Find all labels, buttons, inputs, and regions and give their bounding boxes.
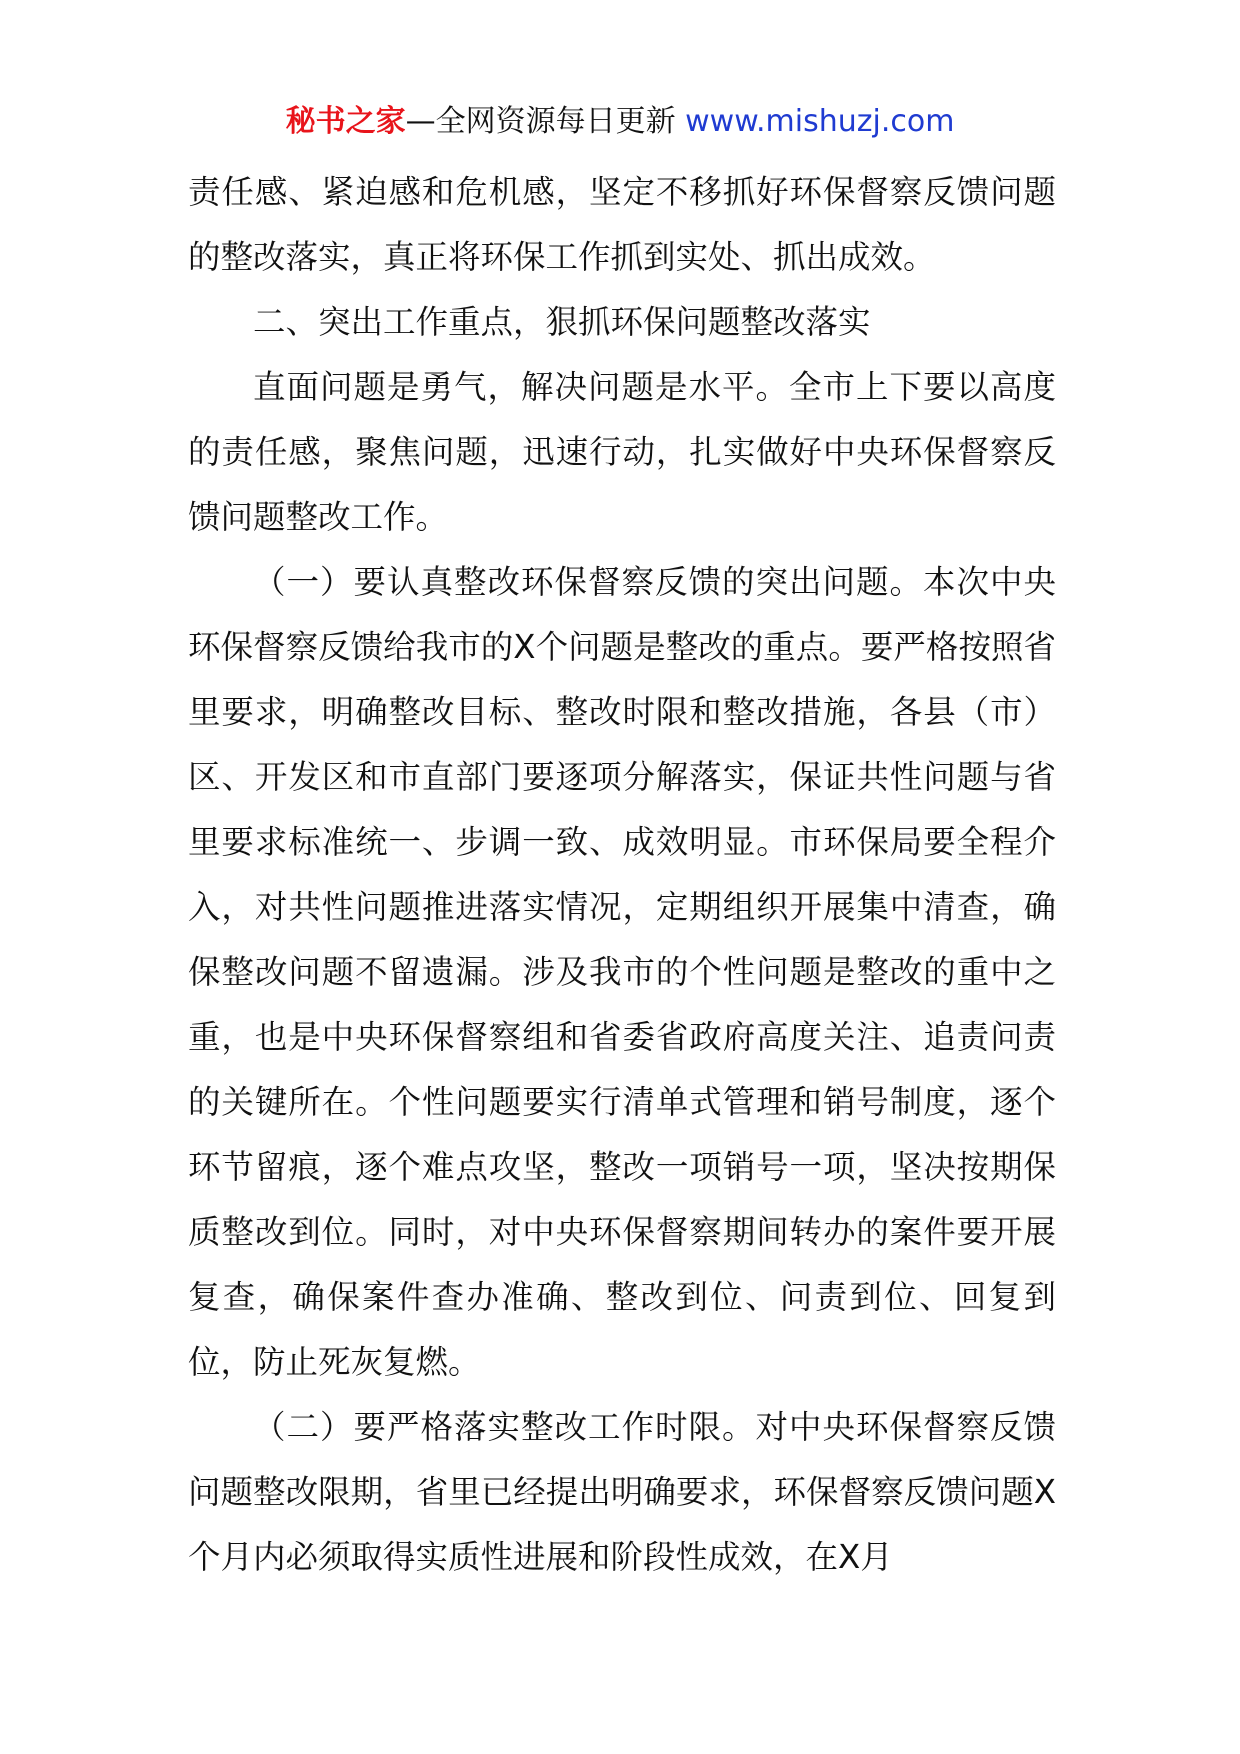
paragraph-continuation: 责任感、紧迫感和危机感，坚定不移抓好环保督察反馈问题的整改落实，真正将环保工作抓到实处、抓出成效。 (188, 173, 1056, 276)
document-body (188, 160, 1056, 1590)
header-website-link[interactable]: www.mishuzj.com (685, 104, 955, 139)
header-slogan: —全网资源每日更新 (405, 104, 686, 139)
section-heading: 二、突出工作重点，狠抓环保问题整改落实 (253, 303, 871, 341)
paragraph-item-one: （一）要认真整改环保督察反馈的突出问题。本次中央环保督察反馈给我市的X个问题是整改的重点。要严格按照省里要求，明确整改目标、整改时限和整改措施，各县（市）区、开发区和市直部门要逐项分解落实，保证共性问题与省里要求标准统一、步调一致、成效明显。市环保局要全程介入，对共性问题推进落实情况，定期组织开展集中清查，确保整改问题不留遗漏。涉及我市的个性问题是整改的重中之重，也是中央环保督察组和省委省政府高度关注、追责问责的关键所在。个性问题要实行清单式管理和销号制度，逐个环节留痕，逐个难点攻坚，整改一项销号一项，坚决按期保质整改到位。同时，对中央环保督察期间转办的案件要开展复查，确保案件查办准确、整改到位、问责到位、回复到位，防止死灰复燃。 (188, 563, 1056, 1381)
paragraph-intro: 直面问题是勇气，解决问题是水平。全市上下要以高度的责任感，聚焦问题，迅速行动，扎实做好中央环保督察反馈问题整改工作。 (188, 368, 1056, 536)
paragraph-item-two: （二）要严格落实整改工作时限。对中央环保督察反馈问题整改限期，省里已经提出明确要求，环保督察反馈问题X个月内必须取得实质性进展和阶段性成效，在X月 (188, 1408, 1056, 1576)
page-header (0, 100, 1240, 144)
header-brand: 秘书之家 (285, 104, 406, 139)
